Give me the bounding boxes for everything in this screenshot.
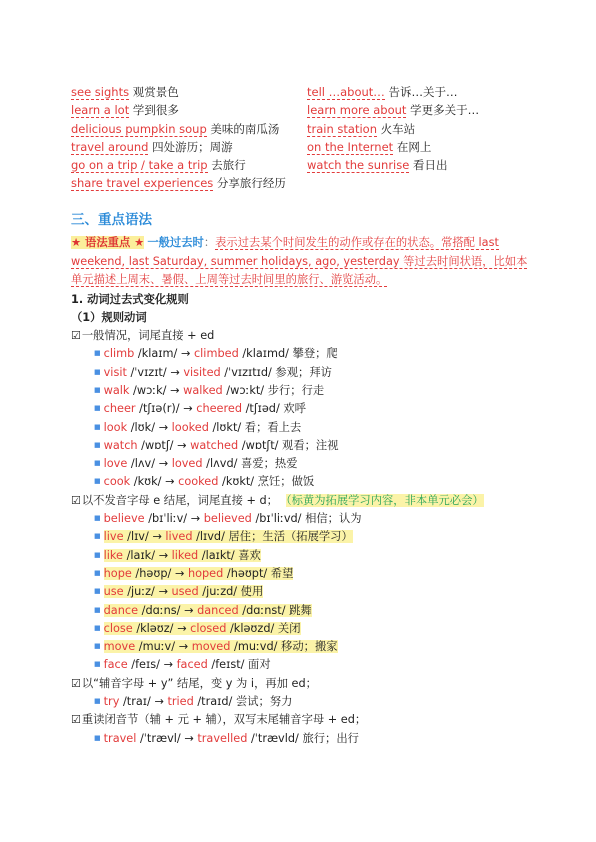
bullet-icon: ■ (94, 697, 101, 705)
verb-past: looked (171, 420, 209, 434)
verb-past: lived (165, 530, 193, 544)
verb-past: moved (191, 640, 231, 654)
verb-past: cooked (178, 475, 219, 489)
verb-item (94, 345, 338, 361)
bullet-icon: ■ (94, 367, 101, 376)
grammar-focus (71, 234, 529, 290)
sub-heading: （1）规则动词 (71, 311, 147, 324)
bullet-icon: ■ (94, 587, 101, 596)
verb-base-ipa: /lʌv/ → (127, 457, 172, 471)
checkbox-icon: ☑ (71, 713, 81, 727)
verb-past-ipa-meaning: /kləʊzd/ 关闭 (226, 621, 301, 635)
verb-base-ipa: /ˈtrævl/ → (136, 731, 198, 745)
verb-item (94, 656, 271, 672)
verb-past: travelled (197, 731, 248, 745)
phrase-item (307, 101, 479, 119)
phrase-chinese: 在网上 (393, 139, 432, 154)
verb-base: like (103, 548, 123, 562)
verb-item-text (104, 512, 362, 525)
verb-base: try (103, 695, 120, 708)
verb-item-text (104, 457, 298, 470)
verb-base-ipa: /dɑːns/ → (138, 603, 198, 617)
bullet-icon: ■ (94, 440, 101, 449)
verb-past: faced (176, 658, 208, 672)
verb-item (94, 565, 293, 581)
bullet-icon: ■ (94, 660, 101, 669)
verb-past: walked (183, 383, 223, 397)
verb-base-ipa: /laɪk/ → (123, 548, 172, 562)
phrase-item (307, 83, 457, 101)
verb-past: visited (183, 365, 221, 379)
verb-base: move (103, 640, 136, 654)
verb-item-text (104, 695, 293, 708)
verb-base-ipa: /həʊp/ → (131, 566, 188, 580)
verb-item (94, 602, 312, 618)
verb-item (94, 693, 292, 709)
verb-base-ipa: /klaɪm/ → (134, 347, 194, 361)
verb-base-ipa: /kləʊz/ → (132, 621, 191, 635)
bullet-icon: ■ (94, 605, 101, 614)
verb-item (94, 620, 301, 636)
phrase-item (307, 120, 415, 138)
verb-item (94, 510, 362, 526)
verb-item (94, 730, 359, 746)
verb-base: cook (103, 475, 131, 489)
verb-past: cheered (196, 402, 243, 416)
verb-base-ipa: /muːv/ → (135, 640, 192, 654)
verb-item-text (104, 530, 353, 543)
verb-past-ipa-meaning: /tʃɪəd/ 欢呼 (242, 402, 306, 416)
verb-item-text (104, 549, 261, 562)
verb-item (94, 419, 301, 435)
verb-past-ipa-meaning: /wɔːkt/ 步行；行走 (222, 383, 325, 397)
rule-checkbox-line (71, 675, 317, 691)
phrase-english: travel around (71, 139, 149, 154)
verb-base: believe (103, 512, 145, 525)
phrase-row (71, 138, 541, 156)
verb-past-ipa-meaning: /lʊkt/ 看；看上去 (208, 420, 302, 434)
verb-item (94, 364, 332, 380)
verb-past: liked (171, 548, 199, 562)
phrase-english: go on a trip / take a trip (71, 158, 208, 173)
verb-past-ipa-meaning: /feɪst/ 面对 (207, 658, 271, 672)
verb-item (94, 473, 314, 489)
verb-item (94, 437, 339, 453)
verb-item (94, 638, 338, 654)
rule-checkbox-line (71, 711, 366, 727)
verb-item-text (104, 567, 294, 580)
verb-item-text (104, 585, 264, 598)
verb-item-text (104, 604, 312, 617)
phrase-chinese: 火车站 (377, 121, 416, 136)
phrase-chinese: 学更多关于… (406, 103, 480, 118)
verb-item-text (104, 366, 332, 379)
checkbox-icon: ☑ (71, 329, 81, 342)
verb-past-ipa-meaning: /kʊkt/ 烹饪；做饭 (218, 475, 315, 489)
bullet-icon: ■ (94, 568, 101, 577)
bullet-icon: ■ (94, 642, 101, 651)
rule-label: 以不发音字母 e 结尾，词尾直接 + d； (81, 493, 278, 507)
bullet-icon: ■ (94, 422, 101, 431)
checkbox-icon: ☑ (71, 676, 81, 690)
bullet-icon: ■ (94, 550, 101, 559)
verb-past: used (171, 585, 199, 599)
verb-past-ipa-meaning: /lʌvd/ 喜爱；热爱 (202, 457, 298, 471)
phrase-english: tell …about… (307, 85, 385, 99)
phrase-row (71, 83, 541, 101)
verb-base: face (103, 658, 128, 672)
phrase-item (307, 138, 431, 156)
verb-base-ipa: /lʊk/ → (127, 420, 172, 434)
verb-past-ipa-meaning: /lɪvd/ 居住；生活（拓展学习） (192, 530, 353, 544)
phrase-row (71, 120, 541, 138)
bullet-icon: ■ (94, 477, 101, 486)
verb-item (94, 382, 324, 398)
phrase-english: learn a lot (71, 103, 130, 118)
verb-item (94, 400, 306, 416)
bullet-icon: ■ (94, 514, 101, 522)
verb-base-ipa: /wɒtʃ/ → (137, 438, 191, 452)
phrase-row (71, 156, 541, 174)
verb-past-ipa-meaning: /juːzd/ 使用 (198, 585, 264, 599)
verb-base-ipa: /tʃɪə(r)/ → (135, 402, 197, 416)
grammar-colon: ： (203, 236, 216, 249)
verb-past: hoped (187, 566, 224, 580)
bullet-icon: ■ (94, 385, 101, 394)
verb-base-ipa: /traɪ/ → (119, 695, 168, 708)
verb-base-ipa: /juːz/ → (123, 585, 172, 599)
verb-base: look (103, 420, 128, 434)
verb-past-ipa-meaning: /klaɪmd/ 攀登；爬 (238, 347, 338, 361)
verb-base: hope (103, 566, 132, 580)
phrase-chinese: 分享旅行经历 (213, 176, 286, 191)
verb-item (94, 528, 353, 544)
phrase-item (71, 83, 179, 101)
bullet-icon: ■ (94, 404, 101, 413)
verb-base: climb (103, 347, 135, 361)
verb-past-ipa-meaning: /laɪkt/ 喜欢 (198, 548, 261, 562)
rule-label: 一般情况，词尾直接 + ed (81, 329, 215, 342)
phrase-english: share travel experiences (71, 176, 214, 191)
section-title: 三、重点语法 (71, 212, 152, 228)
phrase-item (307, 156, 447, 174)
checkbox-icon: ☑ (71, 493, 81, 507)
verb-item (94, 583, 263, 599)
phrase-row (71, 101, 541, 119)
verb-item-text (104, 475, 315, 488)
phrase-english: learn more about (307, 103, 407, 118)
verb-past: closed (190, 621, 227, 635)
phrase-chinese: 观赏景色 (129, 85, 179, 99)
phrase-item (71, 138, 233, 156)
bullet-icon: ■ (94, 623, 101, 632)
verb-base: visit (103, 365, 127, 379)
bullet-icon: ■ (94, 532, 101, 541)
verb-past: tried (167, 695, 194, 708)
verb-base: walk (103, 383, 130, 397)
grammar-focus-tag: ★ 语法重点 ★ (71, 236, 145, 249)
verb-past-ipa-meaning: /wɒtʃt/ 观看；注视 (238, 438, 339, 452)
verb-item-text (104, 658, 271, 671)
verb-past: loved (171, 457, 203, 471)
verb-base: watch (103, 438, 138, 452)
verb-past-ipa-meaning: /muːvd/ 移动；搬家 (230, 640, 338, 654)
verb-item-text (104, 439, 339, 452)
verb-past: climbed (193, 347, 239, 361)
phrase-item (71, 174, 286, 192)
verb-item-text (104, 421, 302, 434)
verb-item-text (104, 732, 359, 745)
verb-past-ipa-meaning: /dɑːnst/ 跳舞 (238, 603, 312, 617)
rule-note: （标黄为拓展学习内容，非本单元必会） (285, 493, 484, 507)
verb-base: dance (103, 603, 139, 617)
rule-checkbox-line (71, 327, 214, 343)
phrase-chinese: 去旅行 (207, 158, 246, 173)
phrase-english: delicious pumpkin soup (71, 121, 207, 136)
verb-base-ipa: /bɪˈliːv/ → (144, 512, 204, 525)
verb-past: believed (203, 512, 252, 525)
phrase-list (71, 83, 541, 193)
verb-base: close (103, 621, 133, 635)
verb-base-ipa: /kʊk/ → (130, 475, 179, 489)
rule-label: 以“辅音字母 + y” 结尾，变 y 为 i，再加 ed； (81, 676, 317, 690)
verb-item-text (104, 384, 325, 397)
phrase-chinese: 告诉…关于… (384, 85, 458, 99)
verb-base-ipa: /ˈvɪzɪt/ → (126, 365, 184, 379)
verb-past-ipa-meaning: /traɪd/ 尝试；努力 (193, 695, 293, 708)
verb-past-ipa-meaning: /ˈtrævld/ 旅行；出行 (247, 731, 359, 745)
phrase-english: see sights (71, 85, 130, 99)
phrase-english: on the Internet (307, 139, 394, 154)
phrase-item (71, 120, 279, 138)
rule-heading: 1. 动词过去式变化规则 (71, 293, 189, 306)
verb-base: travel (103, 731, 137, 745)
phrase-chinese: 学到很多 (129, 103, 179, 118)
bullet-icon: ■ (94, 459, 101, 468)
phrase-chinese: 四处游历；周游 (148, 139, 233, 154)
bullet-icon: ■ (94, 349, 101, 358)
verb-past-ipa-meaning: /həʊpt/ 希望 (223, 566, 294, 580)
verb-past-ipa-meaning: /ˈvɪzɪtɪd/ 参观；拜访 (220, 365, 332, 379)
phrase-item (71, 101, 179, 119)
rule-checkbox-line (71, 492, 484, 508)
verb-base: cheer (103, 402, 136, 416)
grammar-description: 表示过去某个时间发生的动作或存在的状态。常搭配 last weekend, last Saturday, summer holidays, ago, yesterday 等过去时间状语，比如本单元描述上周末、暑假、上周等过去时间里的旅行、游览活动。 (71, 236, 528, 286)
phrase-english: train station (307, 121, 377, 136)
verb-base: love (103, 457, 128, 471)
verb-past: watched (190, 438, 239, 452)
verb-base-ipa: /feɪs/ → (127, 658, 177, 672)
verb-item (94, 547, 261, 563)
grammar-topic: 一般过去时 (147, 236, 204, 249)
phrase-item (71, 156, 246, 174)
phrase-row (71, 174, 541, 192)
verb-item-text (104, 640, 338, 653)
phrase-chinese: 看日出 (409, 158, 448, 173)
verb-item-text (104, 347, 338, 360)
verb-base-ipa: /wɔːk/ → (129, 383, 184, 397)
verb-past: danced (197, 603, 239, 617)
verb-item-text (104, 402, 306, 415)
verb-base: use (103, 585, 124, 599)
bullet-icon: ■ (94, 733, 101, 742)
phrase-english: watch the sunrise (307, 158, 410, 173)
verb-base: live (103, 530, 124, 544)
verb-base-ipa: /lɪv/ → (123, 530, 166, 544)
phrase-chinese: 美味的南瓜汤 (206, 121, 280, 136)
verb-past-ipa-meaning: /bɪˈliːvd/ 相信；认为 (251, 512, 362, 525)
verb-item (94, 455, 298, 471)
verb-item-text (104, 622, 301, 635)
rule-label: 重读闭音节（辅 + 元 + 辅），双写末尾辅音字母 + ed； (81, 713, 367, 727)
